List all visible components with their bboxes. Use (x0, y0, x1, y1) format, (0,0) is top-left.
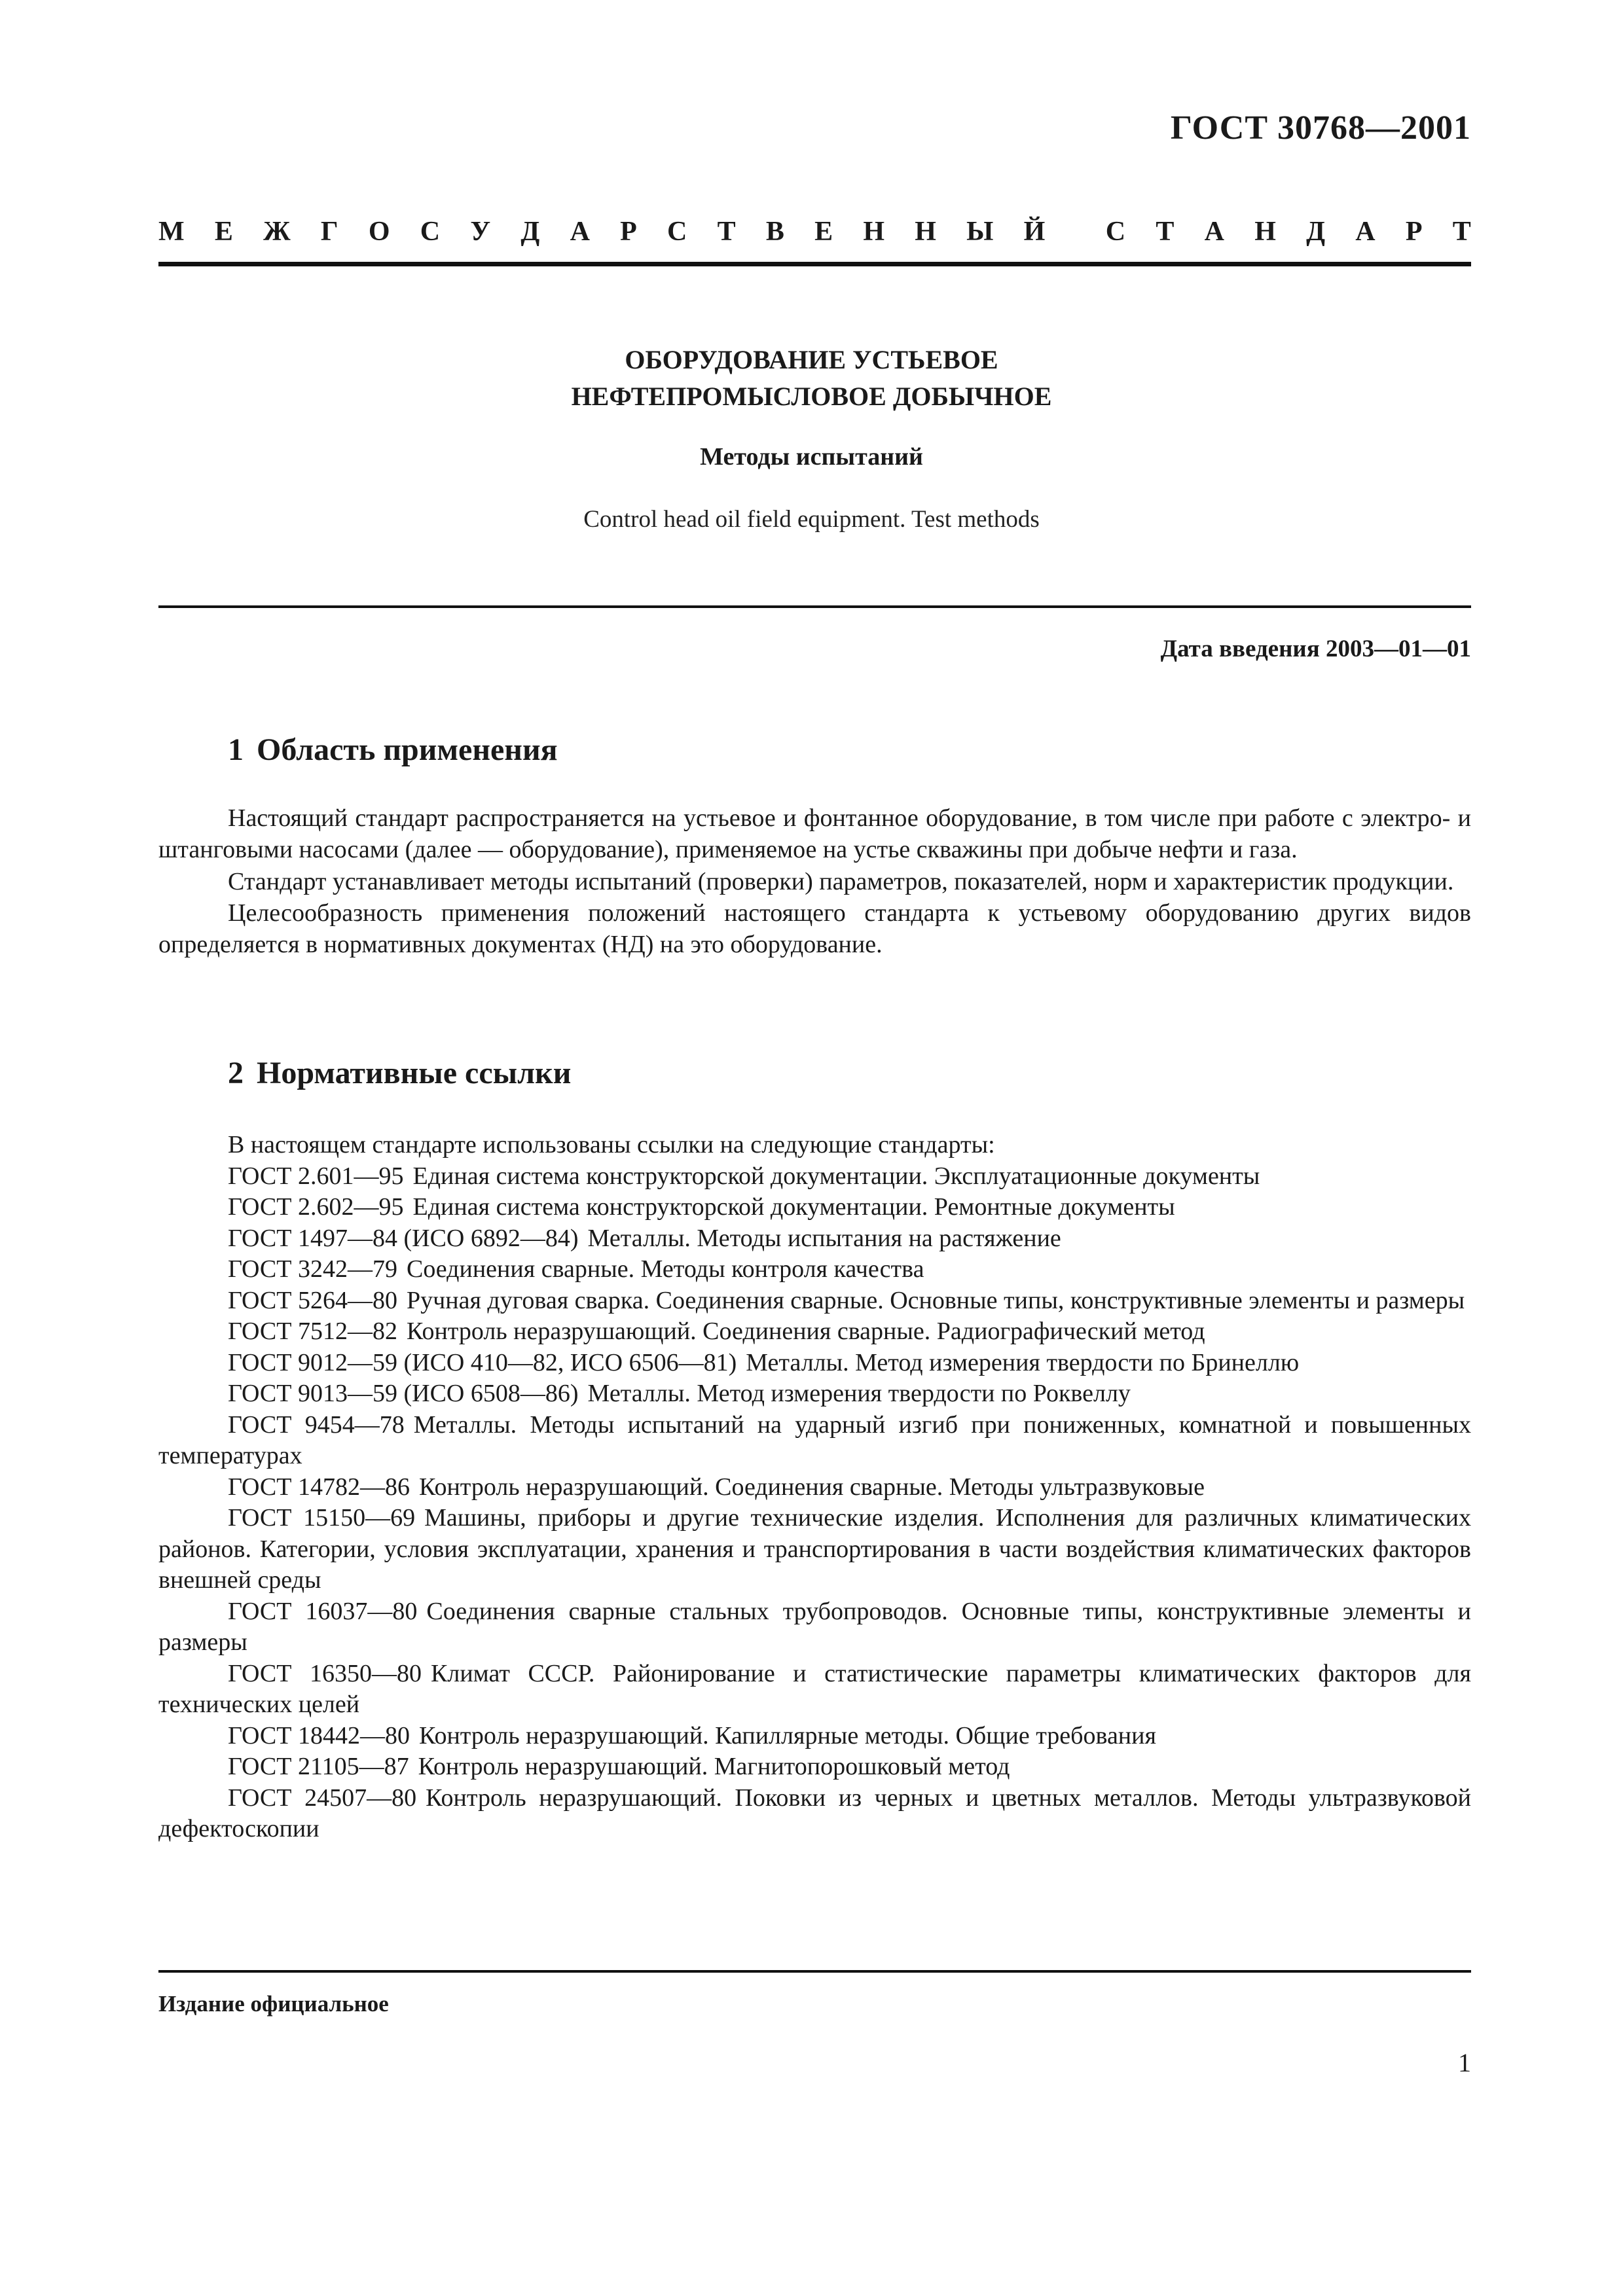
banner-letter: М (158, 217, 185, 247)
banner-letter: Е (214, 217, 233, 247)
section-1-body (158, 802, 1471, 960)
reference-item (158, 1316, 1471, 1348)
banner-letter: Р (620, 217, 637, 247)
reference-item (158, 1410, 1471, 1472)
reference-code: ГОСТ 3242—79 (228, 1255, 397, 1283)
section-1-number: 1 (228, 732, 244, 767)
section-1-paragraph: Стандарт устанавливает методы испытаний (проверки) параметров, показателей, норм и характеристик продукции. (228, 867, 1454, 895)
reference-item (158, 1254, 1471, 1285)
reference-title: Металлы. Метод измерения твердости по Бринеллю (746, 1348, 1300, 1376)
reference-title: Ручная дуговая сварка. Соединения сварные. Основные типы, конструктивные элементы и размеры (407, 1286, 1465, 1314)
reference-title: Контроль неразрушающий. Капиллярные методы. Общие требования (419, 1721, 1156, 1749)
reference-title: Контроль неразрушающий. Магнитопорошковый метод (418, 1753, 1010, 1780)
banner-letter: Т (717, 217, 736, 247)
banner-letter: Т (1452, 217, 1471, 247)
reference-code: ГОСТ 16350—80 (228, 1659, 422, 1687)
banner-letter: С (420, 217, 441, 247)
reference-item (158, 1348, 1471, 1379)
reference-item (158, 1751, 1471, 1783)
banner-letter: Д (1306, 217, 1326, 247)
reference-code: ГОСТ 9013—59 (ИСО 6508—86) (228, 1380, 579, 1407)
reference-item (158, 1596, 1471, 1659)
banner-letter: С (1105, 217, 1126, 247)
section-1-title: Область применения (257, 732, 558, 767)
title-rule (158, 605, 1471, 608)
reference-item (158, 1783, 1471, 1845)
reference-item (158, 1192, 1471, 1223)
banner-letter: В (765, 217, 784, 247)
reference-item (158, 1721, 1471, 1752)
banner-letter: Г (320, 217, 338, 247)
header-rule (158, 262, 1471, 266)
reference-title: Контроль неразрушающий. Поковки из черных и цветных металлов. Методы ультразвуковой дефектоскопии (158, 1784, 1471, 1842)
reference-code: ГОСТ 1497—84 (ИСО 6892—84) (228, 1224, 579, 1252)
banner-letter: Ж (263, 217, 291, 247)
banner-letter: А (570, 217, 590, 247)
introduction-date: Дата введения 2003—01—01 (1160, 636, 1471, 662)
reference-item (158, 1659, 1471, 1721)
reference-title: Металлы. Методы испытания на растяжение (587, 1224, 1061, 1252)
reference-title: Контроль неразрушающий. Соединения сварные. Радиографический метод (407, 1318, 1205, 1345)
reference-title: Соединения сварные. Методы контроля качества (407, 1255, 924, 1283)
section-1-heading (228, 732, 558, 768)
footer-rule (158, 1970, 1471, 1973)
banner-letter: А (1204, 217, 1224, 247)
reference-code: ГОСТ 9454—78 (228, 1410, 405, 1439)
title-line-1: ОБОРУДОВАНИЕ УСТЬЕВОЕ (625, 345, 998, 374)
reference-title: Металлы. Методы испытаний на ударный изгиб при пониженных, комнатной и повышенных температурах (158, 1410, 1471, 1469)
banner-letter: Н (1254, 217, 1276, 247)
reference-code: ГОСТ 21105—87 (228, 1753, 409, 1780)
reference-code: ГОСТ 14782—86 (228, 1473, 410, 1501)
reference-item (158, 1503, 1471, 1596)
banner-letter: О (368, 217, 390, 247)
reference-title: Единая система конструкторской документации. Ремонтные документы (412, 1193, 1175, 1221)
references-intro: В настоящем стандарте использованы ссылки на следующие стандарты: (228, 1131, 995, 1158)
section-2-heading (228, 1055, 571, 1091)
reference-code: ГОСТ 24507—80 (228, 1784, 417, 1812)
reference-code: ГОСТ 15150—69 (228, 1504, 416, 1532)
banner-letter: Й (1023, 217, 1046, 247)
reference-item (158, 1223, 1471, 1255)
reference-title: Соединения сварные стальных трубопроводов. Основные типы, конструктивные элементы и размеры (158, 1597, 1471, 1656)
reference-title: Единая система конструкторской документации. Эксплуатационные документы (412, 1162, 1260, 1190)
reference-code: ГОСТ 7512—82 (228, 1318, 397, 1345)
section-1-paragraph: Настоящий стандарт распространяется на устьевое и фонтанное оборудование, в том числе при работе с электро- и штанговыми насосами (далее — оборудование), применяемое на устье скважины при добыче нефти и газа. (158, 804, 1471, 864)
reference-code: ГОСТ 18442—80 (228, 1721, 410, 1749)
banner-letter: Н (863, 217, 885, 247)
english-title: Control head oil field equipment. Test methods (583, 506, 1040, 533)
section-1-paragraph: Целесообразность применения положений настоящего стандарта к устьевому оборудованию других видов определяется в нормативных документах (НД) на это оборудование. (158, 899, 1471, 959)
reference-code: ГОСТ 5264—80 (228, 1286, 397, 1314)
banner-letter: Н (915, 217, 936, 247)
reference-title: Металлы. Метод измерения твердости по Роквеллу (587, 1380, 1131, 1407)
reference-code: ГОСТ 2.601—95 (228, 1162, 404, 1190)
reference-code: ГОСТ 9012—59 (ИСО 410—82, ИСО 6506—81) (228, 1348, 737, 1376)
reference-item (158, 1378, 1471, 1410)
reference-title: Машины, приборы и другие технические изделия. Исполнения для различных климатических районов. Категории, условия эксплуатации, хранения и транспортирования в части воздействия климатических факторов внешней среды (158, 1504, 1471, 1594)
banner-letter: Д (520, 217, 540, 247)
interstate-standard-banner (158, 216, 1471, 247)
reference-item (158, 1285, 1471, 1317)
banner-letter: А (1355, 217, 1376, 247)
reference-item (158, 1472, 1471, 1503)
title-subtitle: Методы испытаний (700, 443, 923, 471)
banner-letter: Т (1156, 217, 1175, 247)
reference-code: ГОСТ 2.602—95 (228, 1193, 404, 1221)
reference-title: Климат СССР. Районирование и статистические параметры климатических факторов для технических целей (158, 1659, 1471, 1718)
page-number: 1 (1458, 2048, 1471, 2077)
banner-letter: Ы (966, 217, 994, 247)
gost-number: ГОСТ 30768—2001 (1170, 109, 1471, 147)
reference-list (158, 1161, 1471, 1845)
section-2-number: 2 (228, 1056, 244, 1090)
reference-item (158, 1161, 1471, 1193)
section-2-title: Нормативные ссылки (257, 1056, 572, 1090)
title-line-2: НЕФТЕПРОМЫСЛОВОЕ ДОБЫЧНОЕ (571, 382, 1052, 411)
banner-letter: Е (814, 217, 833, 247)
edition-note: Издание официальное (158, 1991, 389, 2017)
reference-code: ГОСТ 16037—80 (228, 1597, 418, 1625)
normative-references (158, 1130, 1471, 1845)
reference-title: Контроль неразрушающий. Соединения сварные. Методы ультразвуковые (419, 1473, 1205, 1501)
banner-letter: Р (1405, 217, 1423, 247)
banner-letter: У (470, 217, 491, 247)
banner-letter: С (667, 217, 687, 247)
